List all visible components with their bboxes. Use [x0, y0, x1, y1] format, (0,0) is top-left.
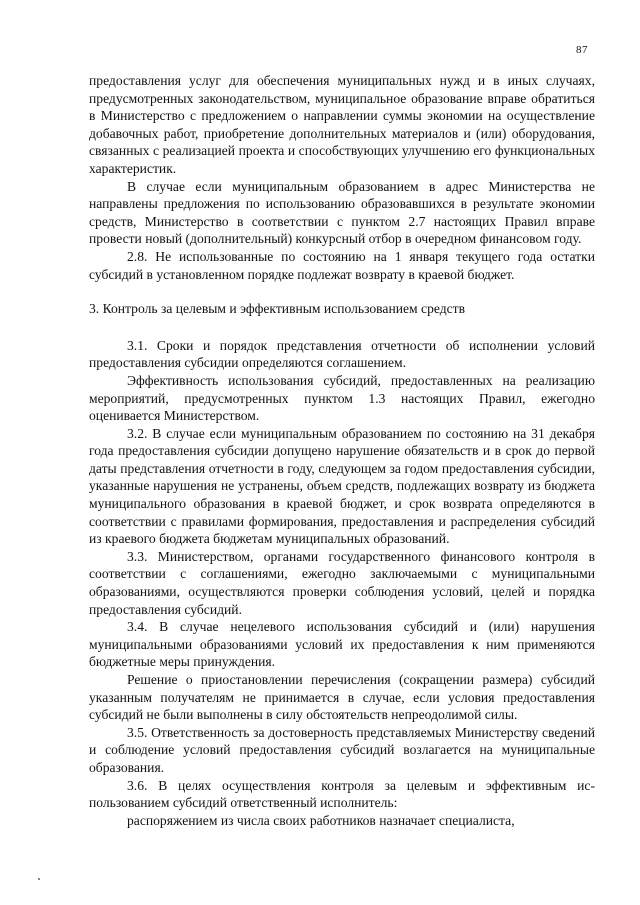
- paragraph-3-2: 3.2. В случае если муниципальным образованием по состоянию на 31 декабря года предоставления субсидии допущено нарушение обязательств и в срок до первой даты представления отчетности в году, следующем за годом предоставления субсидии, указанные нарушения не устранены, объем средств, подлежащих возврату из бюджета муниципального образования в краевой бюджет, и срок возврата определяются в соответствии с правилами формирования, предоставления и распределения субсидий из краевого бюджета бюджетам муниципальных образований.: [89, 425, 595, 547]
- section-heading-3: 3. Контроль за целевым и эффективным использованием средств: [89, 301, 466, 317]
- paragraph-3-3: 3.3. Министерством, органами государственного финансового контроля в соответствии с соглашениями, ежегодно заключаемыми с муниципальными образованиями, осуществляются проверки соблюдения условий, целей и порядка предоставления субсидий.: [89, 548, 595, 617]
- paragraph-efficiency: Эффективность использования субсидий, предоставленных на реализацию мероприятий, предусмотренных пунктом 1.3 настоящих Правил, ежегодно оценивается Министерством.: [89, 372, 595, 424]
- paragraph-continuation: предоставления услуг для обеспечения муниципальных нужд и в иных случаях, предусмотренных законодательством, муниципальное образование вправе обратиться в Министерство с предложением о направлении суммы экономии на осуществление добавочных работ, приобретение дополнительных материалов и (или) оборудования, связанных с реализацией проекта и способствующих улучшению его функциональных характеристик.: [89, 73, 595, 176]
- paragraph-3-6: 3.6. В целях осуществления контроля за целевым и эффективным использованием субсидий ответственный исполнитель:: [89, 777, 595, 811]
- paragraph-3-1: 3.1. Сроки и порядок представления отчетности об исполнении условий предоставления субсидии определяются соглашением.: [89, 337, 595, 371]
- paragraph-savings-proposal: В случае если муниципальным образованием в адрес Министерства не направлены предложения по использованию образовавшихся в результате экономии средств, Министерство в соответствии с пунктом 2.7 настоящих Правил вправе провести новый (дополнительный) конкурсный отбор в очередном финансовом году.: [89, 178, 595, 247]
- scan-speck: [38, 878, 40, 880]
- paragraph-3-5: 3.5. Ответственность за достоверность представляемых Министерству сведений и соблюдение условий предоставления субсидий возлагается на муниципальные образования.: [89, 724, 595, 775]
- document-body: [89, 72, 595, 829]
- page-number: 87: [576, 44, 588, 56]
- paragraph-3-4: 3.4. В случае нецелевого использования субсидий и (или) нарушения муниципальными образованиями условий их предоставления к ним применяются бюджетные меры принуждения.: [89, 619, 595, 670]
- paragraph-suspension-decision: Решение о приостановлении перечисления (сокращении размера) субсидий указанным получателям не принимается в случае, если условия предоставления субсидий не были выполнены в силу обстоятельств непреодолимой силы.: [89, 672, 595, 723]
- paragraph-2-8: 2.8. Не использованные по состоянию на 1 января текущего года остатки субсидий в установленном порядке подлежат возврату в краевой бюджет.: [89, 248, 595, 282]
- paragraph-appoint-specialist: распоряжением из числа своих работников назначает специалиста,: [127, 812, 515, 828]
